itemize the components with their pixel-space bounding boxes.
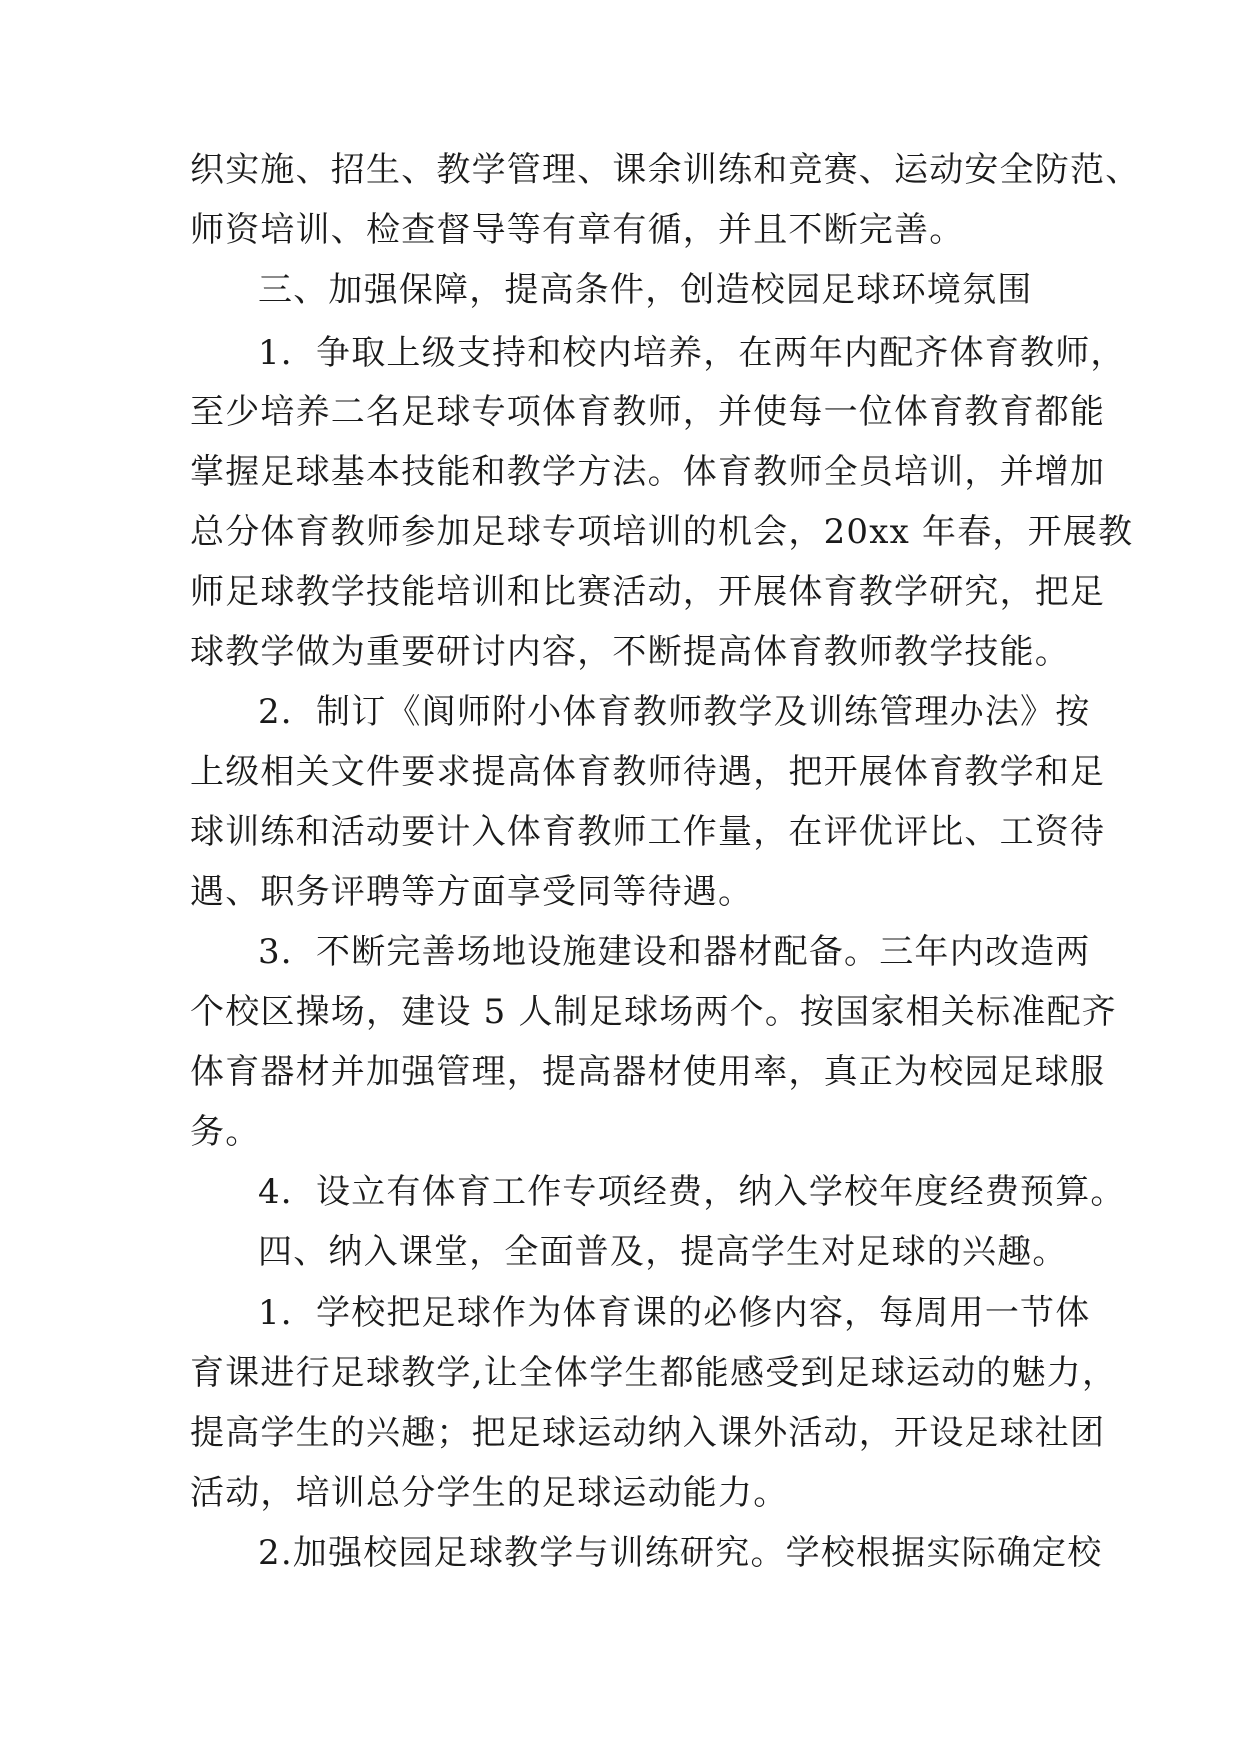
- text-line: 1．争取上级支持和校内培养，在两年内配齐体育教师，: [258, 333, 1126, 373]
- text-line: 3．不断完善场地设施建设和器材配备。三年内改造两: [258, 932, 1091, 972]
- text-line: 个校区操场，建设 5 人制足球场两个。按国家相关标准配齐: [190, 992, 1117, 1032]
- text-line: 2.加强校园足球教学与训练研究。学校根据实际确定校: [258, 1533, 1103, 1573]
- text-line: 活动，培训总分学生的足球运动能力。: [190, 1473, 789, 1513]
- text-line: 织实施、招生、教学管理、课余训练和竞赛、运动安全防范、: [190, 150, 1141, 190]
- text-line: 师足球教学技能培训和比赛活动，开展体育教学研究，把足: [190, 572, 1106, 612]
- text-line: 体育器材并加强管理，提高器材使用率，真正为校园足球服: [190, 1052, 1106, 1092]
- text-line: 球教学做为重要研讨内容，不断提高体育教师教学技能。: [190, 632, 1070, 672]
- text-line: 4．设立有体育工作专项经费，纳入学校年度经费预算。: [258, 1172, 1126, 1212]
- section-heading: 三、加强保障，提高条件，创造校园足球环境氛围: [258, 270, 1033, 310]
- text-line: 遇、职务评聘等方面享受同等待遇。: [190, 872, 754, 912]
- text-line: 总分体育教师参加足球专项培训的机会，20xx 年春，开展教: [190, 512, 1134, 552]
- text-line: 提高学生的兴趣；把足球运动纳入课外活动，开设足球社团: [190, 1413, 1106, 1453]
- text-line: 务。: [190, 1112, 261, 1152]
- text-line: 2．制订《阆师附小体育教师教学及训练管理办法》按: [258, 692, 1091, 732]
- text-line: 育课进行足球教学,让全体学生都能感受到足球运动的魅力，: [190, 1353, 1118, 1393]
- text-line: 球训练和活动要计入体育教师工作量，在评优评比、工资待: [190, 812, 1106, 852]
- text-line: 师资培训、检查督导等有章有循，并且不断完善。: [190, 210, 965, 250]
- section-heading: 四、纳入课堂，全面普及，提高学生对足球的兴趣。: [258, 1232, 1068, 1272]
- text-line: 至少培养二名足球专项体育教师，并使每一位体育教育都能: [190, 392, 1106, 432]
- text-line: 上级相关文件要求提高体育教师待遇，把开展体育教学和足: [190, 752, 1106, 792]
- text-line: 1．学校把足球作为体育课的必修内容，每周用一节体: [258, 1293, 1091, 1333]
- text-line: 掌握足球基本技能和教学方法。体育教师全员培训，并增加: [190, 452, 1106, 492]
